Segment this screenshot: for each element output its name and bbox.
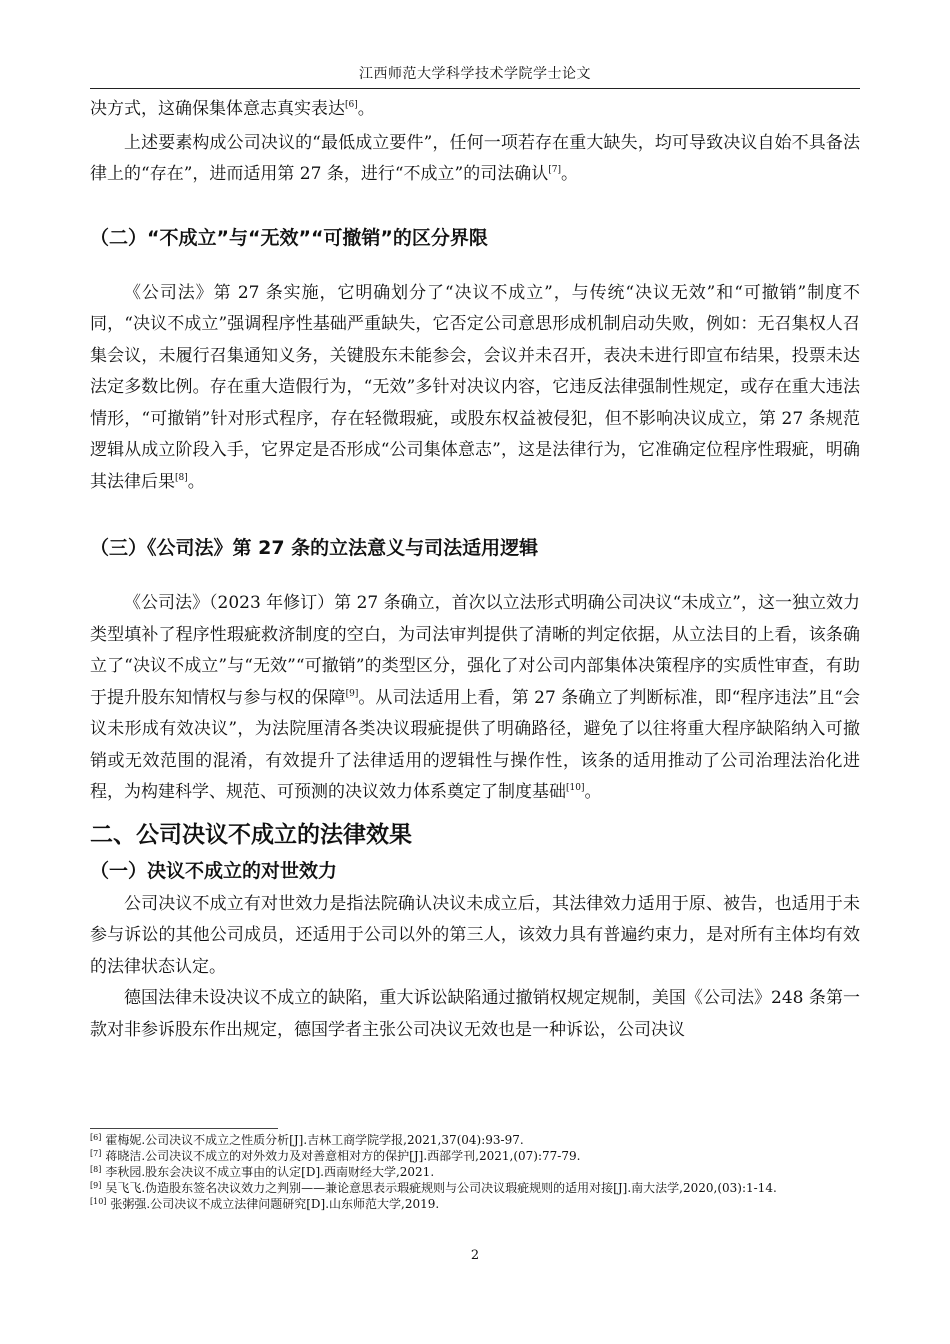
- footnote-text: 李秋园.股东会决议不成立事由的认定[D].西南财经大学,2021.: [105, 1165, 435, 1179]
- paragraph-minimum-requirements: [90, 128, 860, 191]
- footnote-mark: [6]: [90, 1133, 102, 1142]
- paragraph-distinction: [90, 278, 860, 499]
- paragraph-continued: [90, 94, 860, 126]
- citation-ref: [9]: [345, 688, 359, 699]
- footnote-7: [90, 1149, 860, 1164]
- page-body: [90, 94, 860, 1046]
- footnote-text: 霍梅妮.公司决议不成立之性质分析[J].吉林工商学院学报,2021,37(04):93-97.: [105, 1133, 524, 1147]
- footnote-text: 吴飞飞.伪造股东签名决议效力之判别——兼论意思表示瑕疵规则与公司决议瑕疵规则的适用对接[J].南大法学,2020,(03):1-14.: [105, 1181, 777, 1195]
- paragraph-text: 决方式，这确保集体意志真实表达: [90, 99, 345, 119]
- citation-ref: [7]: [548, 165, 561, 175]
- paragraph-text: 德国法律未设决议不成立的缺陷，重大诉讼缺陷通过撤销权规定规制，美国《公司法》248 条第一款对非参诉股东作出规定，德国学者主张公司决议无效也是一种诉讼，公司决议: [90, 988, 860, 1040]
- footnote-9: [90, 1181, 860, 1196]
- footnote-8: [90, 1165, 860, 1180]
- paragraph-tail: 。: [357, 99, 375, 119]
- paragraph-text: 上述要素构成公司决议的“最低成立要件”，任何一项若存在重大缺失，均可导致决议自始不具备法律上的“存在”，进而适用第 27 条，进行“不成立”的司法确认: [90, 132, 860, 184]
- citation-ref: [8]: [175, 472, 188, 483]
- paragraph-tail: 。: [560, 164, 578, 184]
- footnote-10: [90, 1197, 860, 1212]
- paragraph-text-continued: 。从司法适用上看，第 27 条确立了判断标准，即“程序违法”且“会议未形成有效决议”，为法院厘清各类决议瑕疵提供了明确路径，避免了以往将重大程序缺陷纳入可撤销或无效范围的混淆，有效提升了法律适用的逻辑性与操作性，该条的适用推动了公司治理法治化进程，为构建科学、规范、可预测的决议效力体系奠定了制度基础: [90, 687, 861, 802]
- section-heading-legislative-significance: （三）《公司法》第 27 条的立法意义与司法适用逻辑: [90, 537, 539, 559]
- footnote-mark: [10]: [90, 1197, 107, 1206]
- section-heading-distinction: （二）“不成立”与“无效”“可撤销”的区分界限: [90, 226, 488, 249]
- page-number: 2: [470, 1248, 480, 1263]
- paragraph-comparative-law: [90, 983, 860, 1046]
- footnote-divider: [90, 1128, 278, 1129]
- footnote-mark: [9]: [90, 1181, 102, 1190]
- footnote-text: 蒋晓洁.公司决议不成立的对外效力及对善意相对方的保护[J].西部学刊,2021,(07):77-79.: [105, 1149, 581, 1163]
- paragraph-erga-omnes: [90, 889, 860, 984]
- footnote-text: 张粥强.公司决议不成立法律问题研究[D].山东师范大学,2019.: [110, 1197, 440, 1211]
- paragraph-text: 《公司法》第 27 条实施，它明确划分了“决议不成立”，与传统“决议无效”和“可撤销”制度不同，“决议不成立”强调程序性基础严重缺失，它否定公司意思形成机制启动失败，例如：无召集权人召集会议，未履行召集通知义务，关键股东未能参会，会议并未召开，表决未进行即宣布结果，投票未达法定多数比例。存在重大造假行为，“无效”多针对决议内容，它违反法律强制性规定，或存在重大违法情形，“可撤销”针对形式程序，存在轻微瑕疵，或股东权益被侵犯，但不影响决议成立，第 27 条规范逻辑从成立阶段入手，它界定是否形成“公司集体意志”，这是法律行为，它准确定位程序性瑕疵，明确其法律后果: [90, 282, 860, 492]
- paragraph-text: 公司决议不成立有对世效力是指法院确认决议未成立后，其法律效力适用于原、被告，也适用于未参与诉讼的其他公司成员，还适用于公司以外的第三人，该效力具有普遍约束力，是对所有主体均有效的法律状态认定。: [90, 893, 860, 977]
- citation-ref: [6]: [345, 100, 358, 110]
- subsection-heading-erga-omnes: （一）决议不成立的对世效力: [90, 859, 338, 882]
- paragraph-text: 《公司法》（2023 年修订）第 27 条确立，首次以立法形式明确公司决议“未成立”，这一独立效力类型填补了程序性瑕疵救济制度的空白，为司法审判提供了清晰的判定依据，从立法目的上看，该条确立了“决议不成立”与“无效”“可撤销”的类型区分，强化了对公司内部集体决策程序的实质性审查，有助于提升股东知情权与参与权的保障: [90, 593, 860, 708]
- footnote-mark: [7]: [90, 1149, 102, 1158]
- footnotes: [90, 1128, 860, 1213]
- footnote-mark: [8]: [90, 1165, 102, 1174]
- running-header: [90, 64, 860, 89]
- paragraph-tail: 。: [584, 782, 602, 802]
- header-title: 江西师范大学科学技术学院学士论文: [359, 66, 591, 82]
- paragraph-tail: 。: [187, 471, 205, 492]
- paragraph-legislative-significance: [90, 588, 860, 809]
- citation-ref: [10]: [566, 783, 585, 793]
- footnote-6: [90, 1133, 860, 1148]
- chapter-heading-legal-effects: 二、公司决议不成立的法律效果: [90, 821, 412, 848]
